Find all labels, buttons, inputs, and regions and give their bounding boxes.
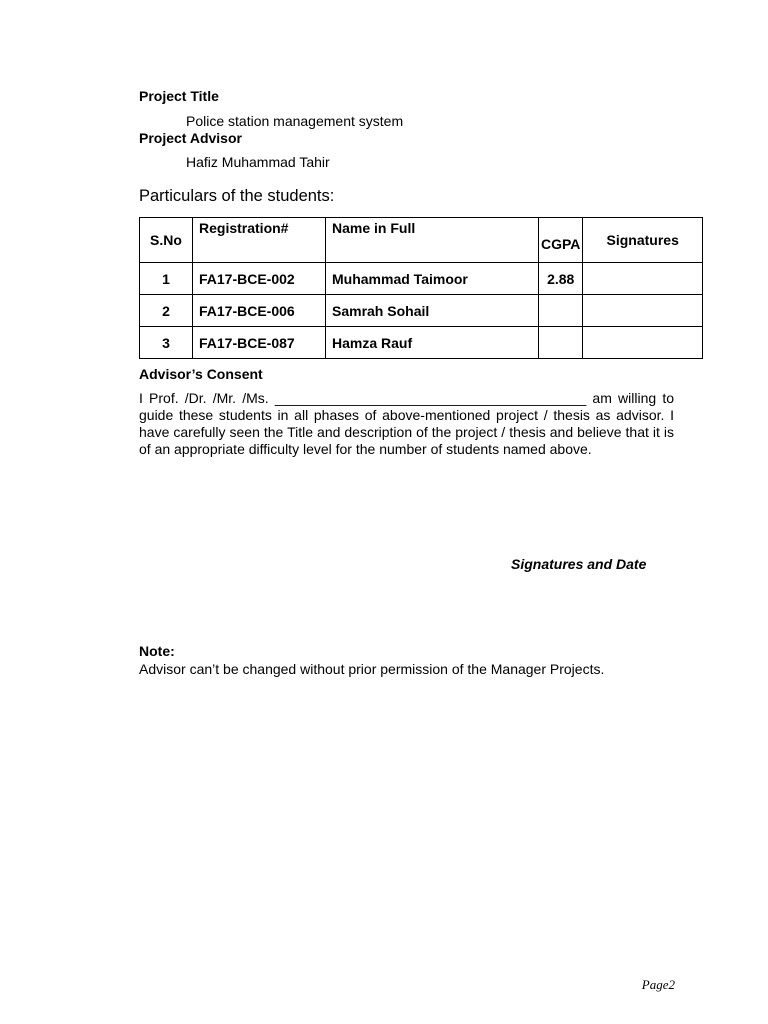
cell-name: Samrah Sohail [326, 295, 539, 327]
column-header-name: Name in Full [326, 218, 539, 263]
cell-cgpa [539, 327, 583, 359]
project-title-value: Police station management system [186, 113, 404, 129]
cell-sno: 2 [140, 295, 193, 327]
cell-signature [583, 327, 703, 359]
cell-sno: 1 [140, 263, 193, 295]
students-table [139, 217, 703, 359]
column-header-sno: S.No [140, 218, 193, 263]
cell-signature [583, 295, 703, 327]
page-number: Page2 [641, 977, 675, 992]
cell-cgpa [539, 295, 583, 327]
column-header-cgpa: CGPA [539, 218, 583, 263]
cell-name: Hamza Rauf [326, 327, 539, 359]
cell-registration: FA17-BCE-087 [193, 327, 326, 359]
cell-registration: FA17-BCE-006 [193, 295, 326, 327]
signatures-and-date-label: Signatures and Date [511, 556, 647, 572]
cell-registration: FA17-BCE-002 [193, 263, 326, 295]
table-header-row [140, 218, 703, 263]
table-row [140, 263, 703, 295]
note-heading: Note: [139, 643, 175, 659]
note-text: Advisor can’t be changed without prior permission of the Manager Projects. [139, 661, 605, 677]
table-row [140, 295, 703, 327]
cell-signature [583, 263, 703, 295]
project-title-label: Project Title [139, 88, 219, 104]
column-header-registration: Registration# [193, 218, 326, 263]
advisor-consent-heading: Advisor’s Consent [139, 366, 263, 382]
advisor-consent-text: I Prof. /Dr. /Mr. /Ms. ________________________________________ am willing to guide these students in all phases of above-mentioned project / thesis as advisor. I have carefully seen the Title and description of the project / thesis and believe that it is of an appropriate difficulty level for the number of students named above. [139, 390, 674, 457]
cell-cgpa: 2.88 [539, 263, 583, 295]
project-advisor-value: Hafiz Muhammad Tahir [186, 154, 330, 170]
project-advisor-label: Project Advisor [139, 130, 242, 146]
students-heading: Particulars of the students: [139, 187, 335, 205]
table-row [140, 327, 703, 359]
cell-sno: 3 [140, 327, 193, 359]
cell-name: Muhammad Taimoor [326, 263, 539, 295]
column-header-signatures: Signatures [583, 218, 703, 263]
